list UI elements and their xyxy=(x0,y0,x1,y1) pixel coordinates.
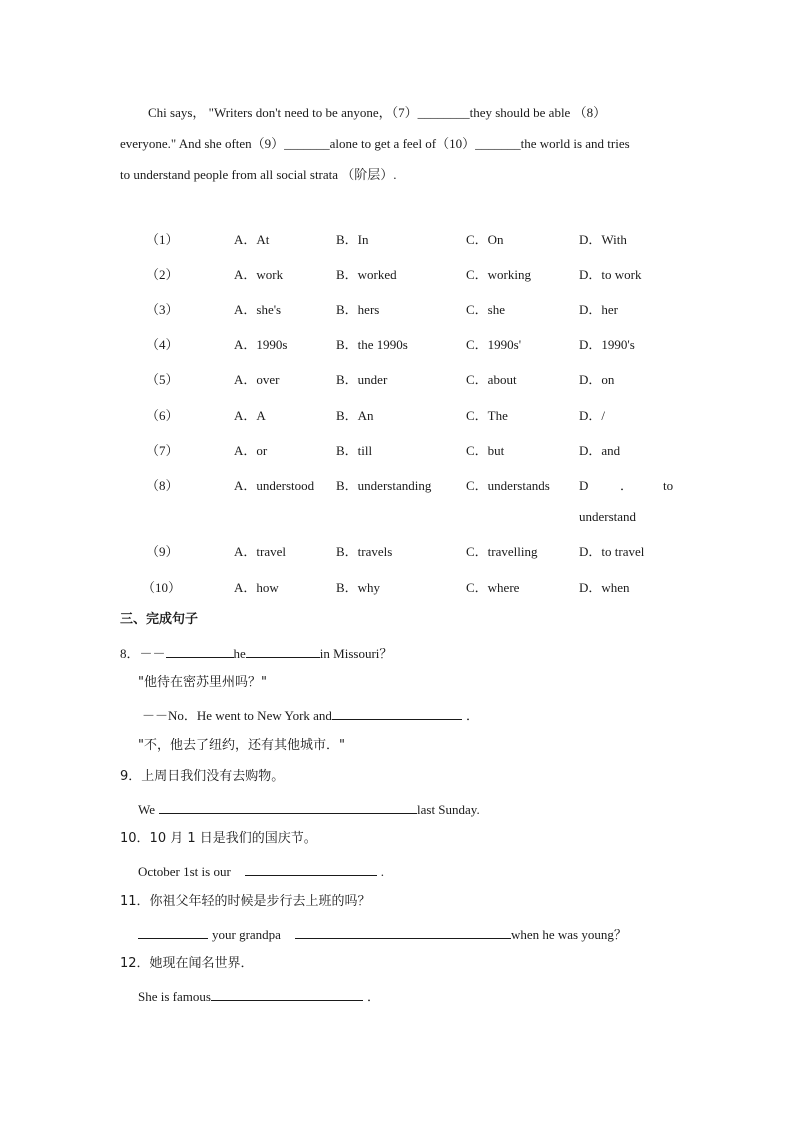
option-row-8 xyxy=(0,478,794,528)
option-d: D．when xyxy=(579,580,630,595)
option-a: A．travel xyxy=(234,544,286,559)
option-row-4 xyxy=(0,337,794,355)
q11-mid: your grandpa xyxy=(212,927,281,942)
question-11-title: 11．你祖父年轻的时候是步行去上班的吗？ xyxy=(120,894,371,909)
question-10-answer xyxy=(138,862,384,880)
question-12-answer xyxy=(138,987,380,1005)
question-number: （2） xyxy=(146,267,179,282)
q8-word-2: in Missouri？ xyxy=(319,646,393,661)
question-number: （7） xyxy=(146,443,179,458)
question-12-title: 12．她现在闻名世界． xyxy=(120,956,254,971)
question-number: （1） xyxy=(146,232,179,247)
option-a: A．over xyxy=(234,372,280,387)
option-d: D．and xyxy=(579,443,621,458)
q10-suffix: . xyxy=(380,864,385,879)
question-8 xyxy=(120,644,392,662)
option-d-letter: D xyxy=(579,478,589,493)
option-c: C．she xyxy=(466,302,506,317)
q8-line2-prefix: －－No．He went to New York and xyxy=(142,708,332,723)
option-b: B．the 1990s xyxy=(336,337,408,352)
option-b: B．understanding xyxy=(336,478,432,493)
passage-line-3: to understand people from all social strata （阶层）. xyxy=(120,167,397,182)
option-d: D．/ xyxy=(579,408,606,423)
option-row-2 xyxy=(0,267,794,285)
option-d-word-1: to xyxy=(663,478,674,493)
option-b: B．under xyxy=(336,372,388,387)
option-b: B．An xyxy=(336,408,374,423)
option-b: B．travels xyxy=(336,544,393,559)
option-c: C．travelling xyxy=(466,544,538,559)
option-b: B．why xyxy=(336,580,381,595)
option-c: C．On xyxy=(466,232,504,247)
option-c: C．working xyxy=(466,267,532,282)
answer-blank[interactable] xyxy=(138,925,208,939)
q8-chinese-2: "不，他去了纽约，还有其他城市．" xyxy=(138,738,345,753)
q10-prefix: October 1st is our xyxy=(138,864,231,879)
option-c: C．but xyxy=(466,443,505,458)
option-d: D．to work xyxy=(579,267,642,282)
option-d: D．1990's xyxy=(579,337,635,352)
q11-suffix: when he was young？ xyxy=(510,927,627,942)
passage-line-1: Chi says， "Writers don't need to be anyone，（7）________they should be able （8） xyxy=(148,105,607,120)
option-b: B．till xyxy=(336,443,373,458)
option-b: B．In xyxy=(336,232,369,247)
answer-blank[interactable] xyxy=(159,800,417,814)
option-d: D．to travel xyxy=(579,544,645,559)
option-a: A．1990s xyxy=(234,337,288,352)
question-9-title: 9．上周日我们没有去购物。 xyxy=(120,769,285,784)
passage-line-2: everyone." And she often（9）_______alone to get a feel of（10）_______the world is and tries xyxy=(120,136,630,151)
q12-prefix: She is famous xyxy=(138,989,211,1004)
option-row-7 xyxy=(0,443,794,461)
option-a: A．At xyxy=(234,232,270,247)
question-9-answer xyxy=(138,800,480,818)
option-a: A．understood xyxy=(234,478,315,493)
option-a: A．how xyxy=(234,580,279,595)
option-b: B．worked xyxy=(336,267,397,282)
option-row-9 xyxy=(0,544,794,562)
q8-line-2 xyxy=(142,706,479,724)
option-a: A．or xyxy=(234,443,268,458)
option-row-10 xyxy=(0,580,794,598)
option-d-dot: ． xyxy=(620,478,634,493)
question-number: （9） xyxy=(146,544,179,559)
option-row-5 xyxy=(0,372,794,390)
option-a: A．she's xyxy=(234,302,282,317)
answer-blank[interactable] xyxy=(246,644,320,658)
q8-line2-suffix: ． xyxy=(465,708,479,723)
option-d: D．on xyxy=(579,372,615,387)
question-11-answer xyxy=(138,925,627,943)
answer-blank[interactable] xyxy=(211,987,363,1001)
option-b: B．hers xyxy=(336,302,380,317)
q9-suffix: last Sunday. xyxy=(417,802,480,817)
answer-blank[interactable] xyxy=(332,706,462,720)
q9-prefix: We xyxy=(138,802,155,817)
q8-word-1: he xyxy=(233,646,246,661)
question-10-title: 10．10 月 1 日是我们的国庆节。 xyxy=(120,831,317,846)
option-row-1 xyxy=(0,232,794,250)
option-c: C．1990s' xyxy=(466,337,522,352)
option-c: C．about xyxy=(466,372,517,387)
question-number: （6） xyxy=(146,408,179,423)
option-d-word-2: understand xyxy=(579,509,637,524)
option-row-6 xyxy=(0,408,794,426)
answer-blank[interactable] xyxy=(295,925,511,939)
question-number: （8） xyxy=(146,478,179,493)
option-a: A．A xyxy=(234,408,266,423)
option-d: D．her xyxy=(579,302,618,317)
q8-chinese-1: "他待在密苏里州吗？" xyxy=(138,675,267,690)
option-c: C．understands xyxy=(466,478,550,493)
q8-prefix: 8．－－ xyxy=(120,646,166,661)
option-row-3 xyxy=(0,302,794,320)
section-title: 三、完成句子 xyxy=(120,612,199,627)
option-c: C．The xyxy=(466,408,508,423)
answer-blank[interactable] xyxy=(245,862,377,876)
option-a: A．work xyxy=(234,267,284,282)
option-d: D．With xyxy=(579,232,627,247)
q12-suffix: ． xyxy=(366,989,380,1004)
question-number: （5） xyxy=(146,372,179,387)
answer-blank[interactable] xyxy=(166,644,234,658)
question-number: （10） xyxy=(142,580,182,595)
option-c: C．where xyxy=(466,580,520,595)
question-number: （4） xyxy=(146,337,179,352)
question-number: （3） xyxy=(146,302,179,317)
